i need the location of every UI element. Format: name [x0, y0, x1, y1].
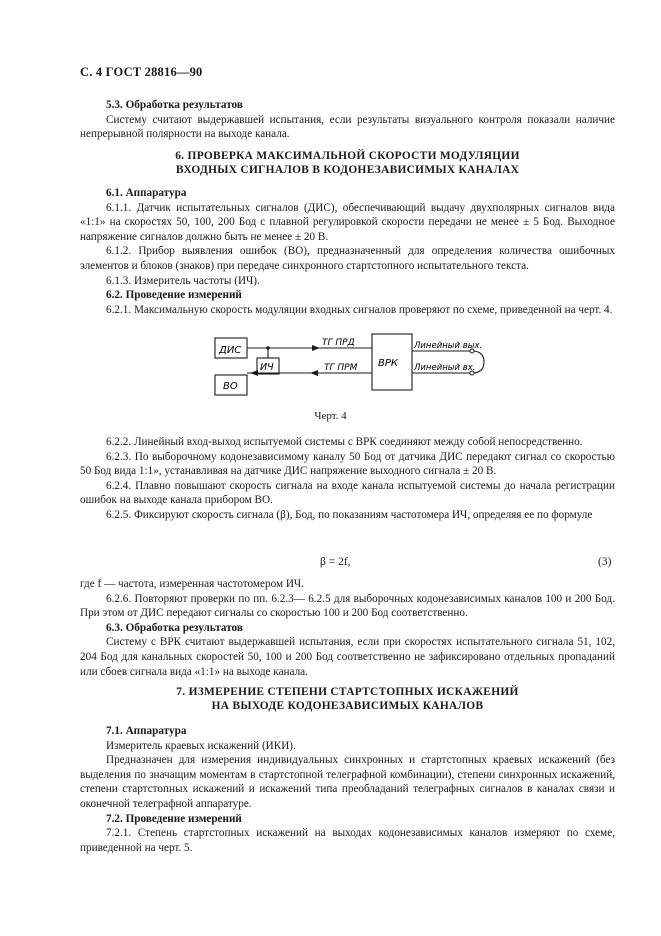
paragraph: Предназначен для измерения индивидуальных синхронных и стартстопных краевых искажений (без выделения по значащим моментам в стартстопной телеграфной комбинации), степени синхронных искажений, степени стартстопных искажений и искажений типа преобладаний телеграфных сигналов в каналах связи и оконечной телеграфной аппаратуре.: [80, 754, 615, 810]
section-6-3: [80, 577, 615, 679]
section-title-line: ВХОДНЫХ СИГНАЛОВ В КОДОНЕЗАВИСИМЫХ КАНАЛАХ: [175, 164, 520, 177]
section-6-2-cont: [80, 435, 615, 523]
subsection-title: 5.3. Обработка результатов: [106, 99, 243, 111]
paragraph: 6.1.2. Прибор выявления ошибок (ВО), предназначенный для определения количества ошибочных элементов и блоков (знаков) при передаче синхронного стартстопного испытательного текста.: [80, 245, 615, 272]
section-title-line: НА ВЫХОДЕ КОДОНЕЗАВИСИМЫХ КАНАЛОВ: [211, 700, 484, 713]
paragraph: 7.2.1. Степень стартстопных искажений на выходах кодонезависимых каналов измеряют по схеме, приведенной на черт. 5.: [80, 827, 615, 854]
paragraph: где f — частота, измеренная частотомером ИЧ.: [80, 578, 304, 590]
paragraph: 6.2.2. Линейный вход-выход испытуемой системы с ВРК соединяют между собой непосредственно.: [106, 436, 583, 448]
formula: β = 2f,: [320, 556, 351, 568]
subsection-title: 6.1. Аппаратура: [106, 187, 187, 199]
subsection-title: 7.1. Аппаратура: [106, 725, 187, 737]
tg-prd-label: ТГ ПРД: [322, 338, 355, 348]
vrk-label: ВРК: [378, 358, 398, 369]
paragraph: Систему с ВРК считают выдержавшей испытания, если при скоростях испытательного сигнала 51, 102, 204 Бод для канальных скоростей 50, 100 и 200 Бод соответственно не зафиксировано отдельных пропаданий или сбоев сигнала вида «1:1» на выходе канала.: [80, 636, 615, 678]
ich-label: ИЧ: [260, 362, 274, 373]
paragraph: 6.1.3. Измеритель частоты (ИЧ).: [106, 274, 260, 287]
line-out-label: Линейный вых.: [414, 341, 483, 351]
dis-label: ДИС: [219, 345, 242, 356]
paragraph: 6.2.5. Фиксируют скорость сигнала (β), Бод, по показаниям частотомера ИЧ, определяя ее по формуле: [106, 508, 593, 521]
paragraph: 6.2.1. Максимальную скорость модуляции входных сигналов проверяют по схеме, приведенной на черт. 4.: [106, 303, 613, 316]
section-title-line: 6. ПРОВЕРКА МАКСИМАЛЬНОЙ СКОРОСТИ МОДУЛЯЦИИ: [175, 150, 520, 162]
section-title-line: 7. ИЗМЕРЕНИЕ СТЕПЕНИ СТАРТСТОПНЫХ ИСКАЖЕНИЙ: [176, 686, 519, 698]
paragraph: 6.1.1. Датчик испытательных сигналов (ДИС), обеспечивающий выдачу двухполярных сигналов вида «1:1» на скоростях 50, 100, 200 Бод с плавной регулировкой скорости передачи не менее ± 5 Бод. Выходное напряжение сигналов должно быть не менее ± 20 В.: [80, 201, 615, 243]
paragraph: Измеритель краевых искажений (ИКИ).: [106, 739, 296, 752]
vo-label: ВО: [223, 381, 238, 392]
formula-number: (3): [598, 556, 612, 568]
section-7-1: [80, 724, 615, 855]
section-6-title: [80, 149, 615, 178]
paragraph: 6.2.3. По выборочному кодонезависимому каналу 50 Бод от датчика ДИС передают сигнал со скоростью 50 Бод вида 1:1», устанавливая на датчике ДИС напряжение выходного сигнала ± 20 В.: [80, 450, 615, 478]
line-in-label: Линейный вх.: [414, 363, 476, 373]
paragraph: 6.2.6. Повторяют проверки по пп. 6.2.3— 6.2.5 для выборочных кодонезависимых каналов 100 и 200 Бод. При этом от ДИС передают сигналы со скоростью 100 и 200 Бод соответственно.: [80, 592, 615, 620]
section-5-3: [80, 98, 615, 142]
page-header: С. 4 ГОСТ 28816—90: [80, 65, 203, 79]
figure-caption: Черт. 4: [314, 410, 347, 422]
subsection-title: 7.2. Проведение измерений: [106, 812, 242, 825]
paragraph: Систему считают выдержавшей испытания, если результаты визуального контроля показали наличие непрерывной полярности на выходе канала.: [80, 113, 615, 141]
subsection-title: 6.3. Обработка результатов: [106, 621, 243, 634]
tg-prm-label: ТГ ПРМ: [324, 363, 358, 373]
circuit-diagram: [200, 326, 500, 404]
section-6-1: [80, 186, 615, 317]
paragraph: 6.2.4. Плавно повышают скорость сигнала на входе канала испытуемой системы до начала регистрации ошибок на выходе канала прибором ВО.: [80, 479, 615, 507]
subsection-title: 6.2. Проведение измерений: [106, 289, 242, 302]
section-7-title: [80, 685, 615, 714]
